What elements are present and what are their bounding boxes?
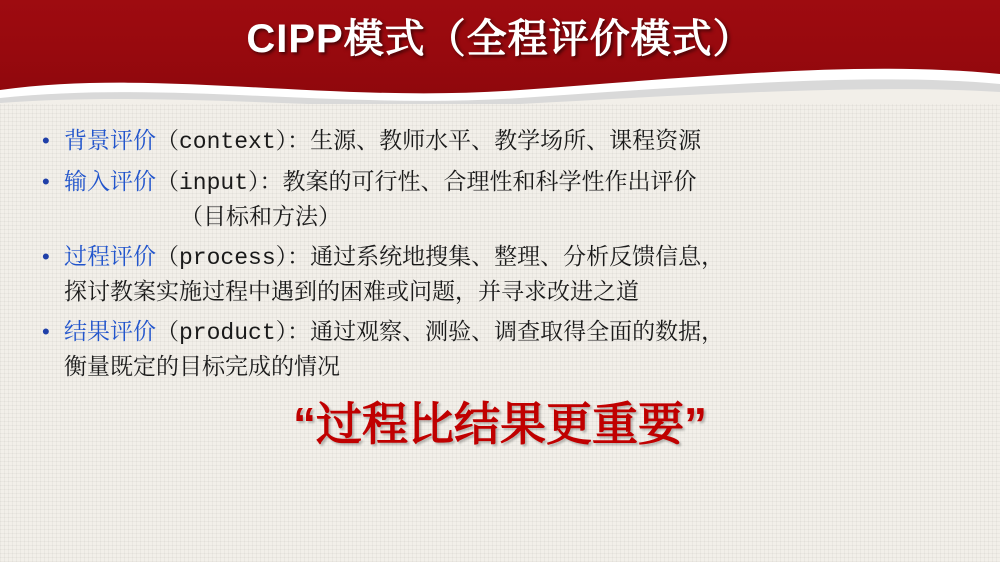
bullet-content <box>64 315 958 384</box>
bullet-lead-term: 结果评价 <box>64 319 156 344</box>
bullet-content <box>64 165 958 234</box>
bullet-lead-term: 输入评价 <box>64 169 156 194</box>
bullet-content <box>64 240 958 309</box>
bullet-marker: • <box>42 128 50 153</box>
bullet-list <box>42 124 958 390</box>
list-item <box>42 315 958 384</box>
slide-title: CIPP模式（全程评价模式） <box>246 17 754 61</box>
list-item <box>42 165 958 234</box>
bullet-english-term: （context）： <box>156 129 311 155</box>
bullet-lead-term: 过程评价 <box>64 244 156 269</box>
list-item <box>42 124 958 159</box>
slide-header-band <box>0 0 1000 104</box>
bullet-marker: • <box>42 319 50 344</box>
bullet-body-text: 教案的可行性、合理性和科学性作出评价 <box>282 169 697 194</box>
bullet-marker: • <box>42 244 50 269</box>
bullet-content <box>64 124 958 159</box>
bullet-english-term: （process）： <box>156 245 311 271</box>
bullet-marker: • <box>42 169 50 194</box>
bullet-continuation-text: （目标和方法） <box>180 204 341 229</box>
bullet-english-term: （product）： <box>156 320 311 346</box>
bullet-english-term: （input）： <box>156 170 283 196</box>
bullet-continuation-text: 衡量既定的目标完成的情况 <box>64 354 340 379</box>
bullet-body-text: 通过系统地搜集、整理、分析反馈信息， <box>310 244 725 269</box>
list-item <box>42 240 958 309</box>
bullet-lead-term: 背景评价 <box>64 128 156 153</box>
bullet-body-text: 生源、教师水平、教学场所、课程资源 <box>310 128 702 153</box>
bullet-body-text: 通过观察、测验、调查取得全面的数据， <box>310 319 725 344</box>
emphasis-statement: “过程比结果更重要” <box>293 398 707 450</box>
bullet-continuation-text: 探讨教案实施过程中遇到的困难或问题，并寻求改进之道 <box>64 279 639 304</box>
header-curve-decoration <box>0 60 1000 104</box>
